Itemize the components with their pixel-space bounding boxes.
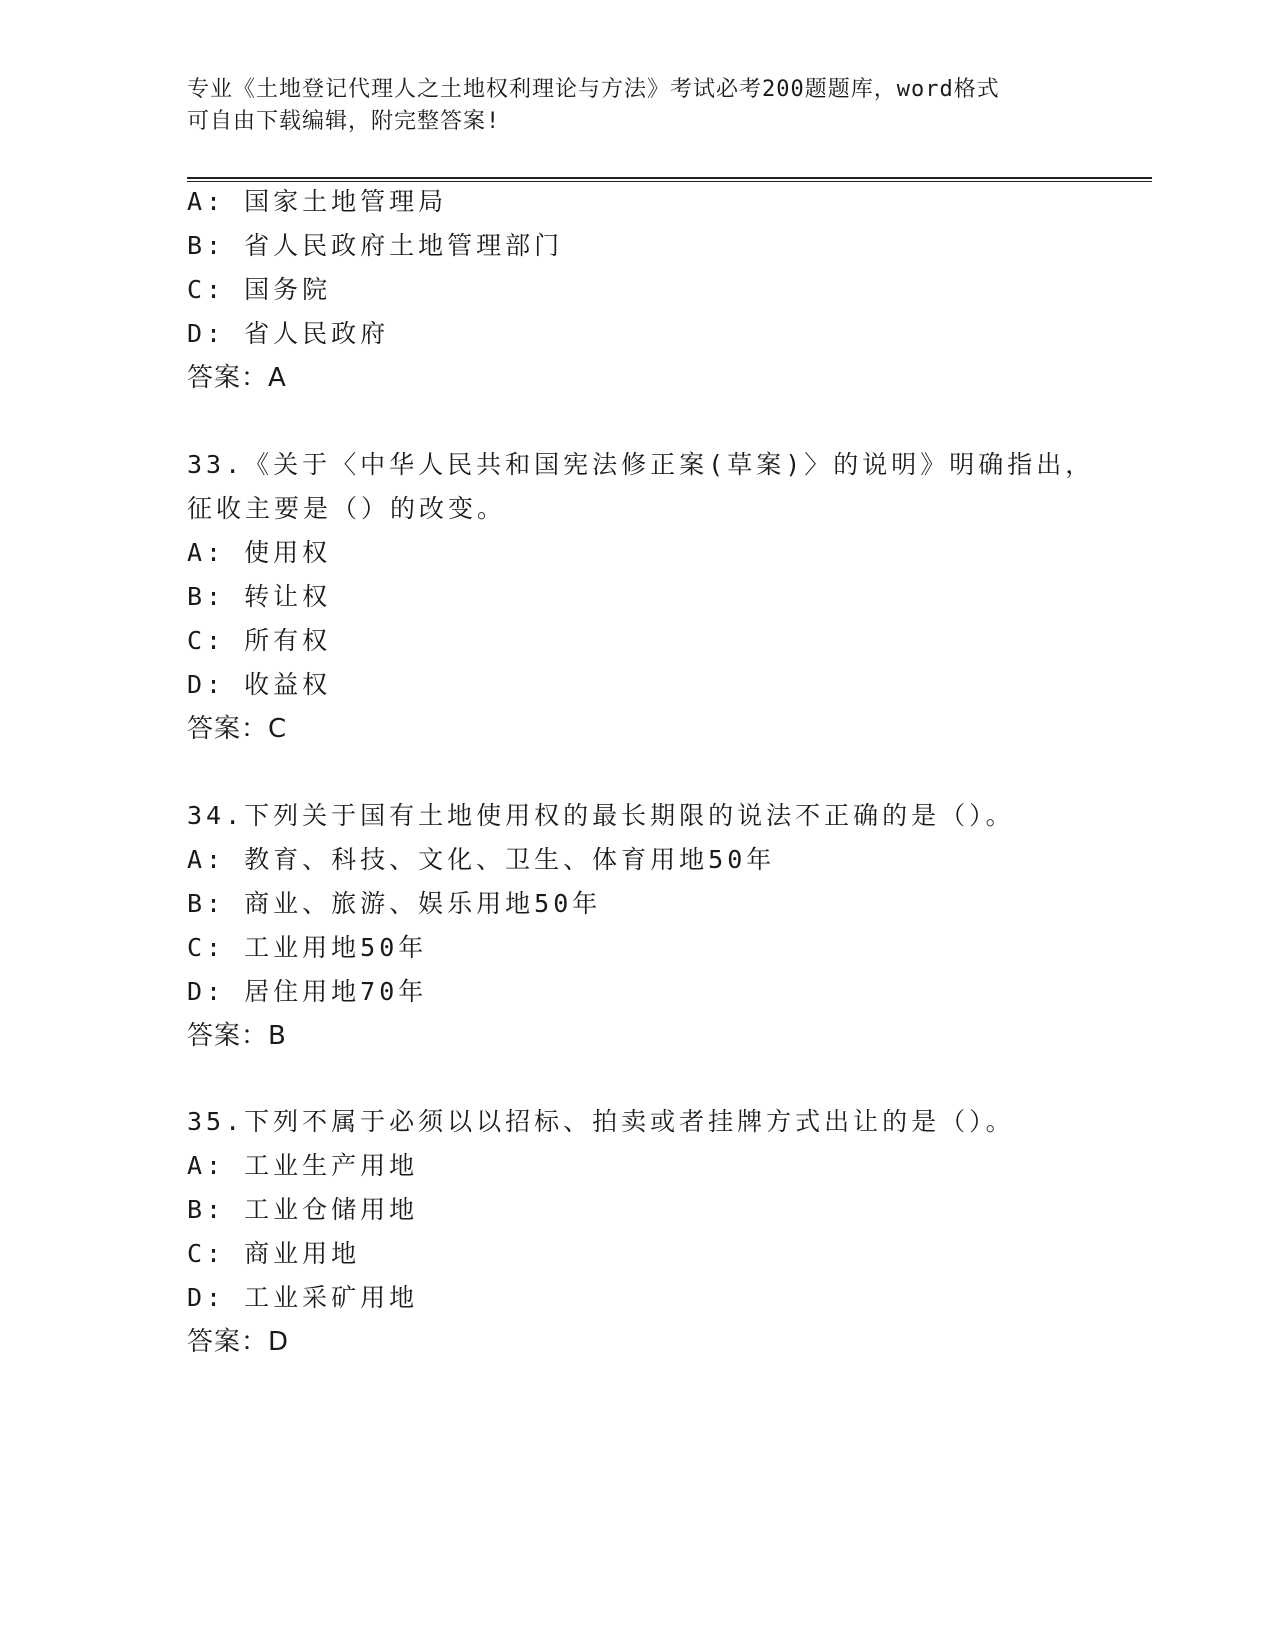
header-line-2: 可自由下载编辑，附完整答案!	[187, 109, 501, 134]
q34-option-d: D: 居住用地70年	[187, 977, 428, 1006]
q35-option-c: C: 商业用地	[187, 1239, 361, 1268]
q33-stem-line-2: 征收主要是（）的改变。	[187, 494, 507, 523]
q34-option-a: A: 教育、科技、文化、卫生、体育用地50年	[187, 845, 776, 874]
q32-option-a: A: 国家土地管理局	[187, 187, 448, 216]
q34-option-c: C: 工业用地50年	[187, 933, 428, 962]
q35-answer: 答案：D	[187, 1327, 290, 1357]
header-line-1: 专业《土地登记代理人之土地权利理论与方法》考试必考200题题库，word格式	[187, 77, 1000, 102]
q34-option-b: B: 商业、旅游、娱乐用地50年	[187, 889, 602, 918]
q35-option-a: A: 工业生产用地	[187, 1151, 419, 1180]
document-header	[187, 74, 1067, 138]
q34-stem: 34.下列关于国有土地使用权的最长期限的说法不正确的是（）。	[187, 801, 1015, 830]
q33-option-a: A: 使用权	[187, 538, 332, 567]
q33-option-d: D: 收益权	[187, 670, 332, 699]
q35-option-d: D: 工业采矿用地	[187, 1283, 419, 1312]
q33-option-b: B: 转让权	[187, 582, 332, 611]
q32-option-c: C: 国务院	[187, 275, 332, 304]
header-rule-thick	[187, 177, 1152, 179]
q32-option-d: D: 省人民政府	[187, 319, 390, 348]
q33-stem-line-1: 33.《关于〈中华人民共和国宪法修正案(草案)〉的说明》明确指出，	[187, 450, 1095, 479]
q32-answer: 答案：A	[187, 363, 287, 393]
q34-answer: 答案：B	[187, 1021, 287, 1051]
q33-option-c: C: 所有权	[187, 626, 332, 655]
q33-answer: 答案：C	[187, 714, 288, 744]
q35-option-b: B: 工业仓储用地	[187, 1195, 419, 1224]
header-rule-thin	[187, 181, 1152, 182]
q32-option-b: B: 省人民政府土地管理部门	[187, 231, 564, 260]
q35-stem: 35.下列不属于必须以以招标、拍卖或者挂牌方式出让的是（）。	[187, 1107, 1015, 1136]
